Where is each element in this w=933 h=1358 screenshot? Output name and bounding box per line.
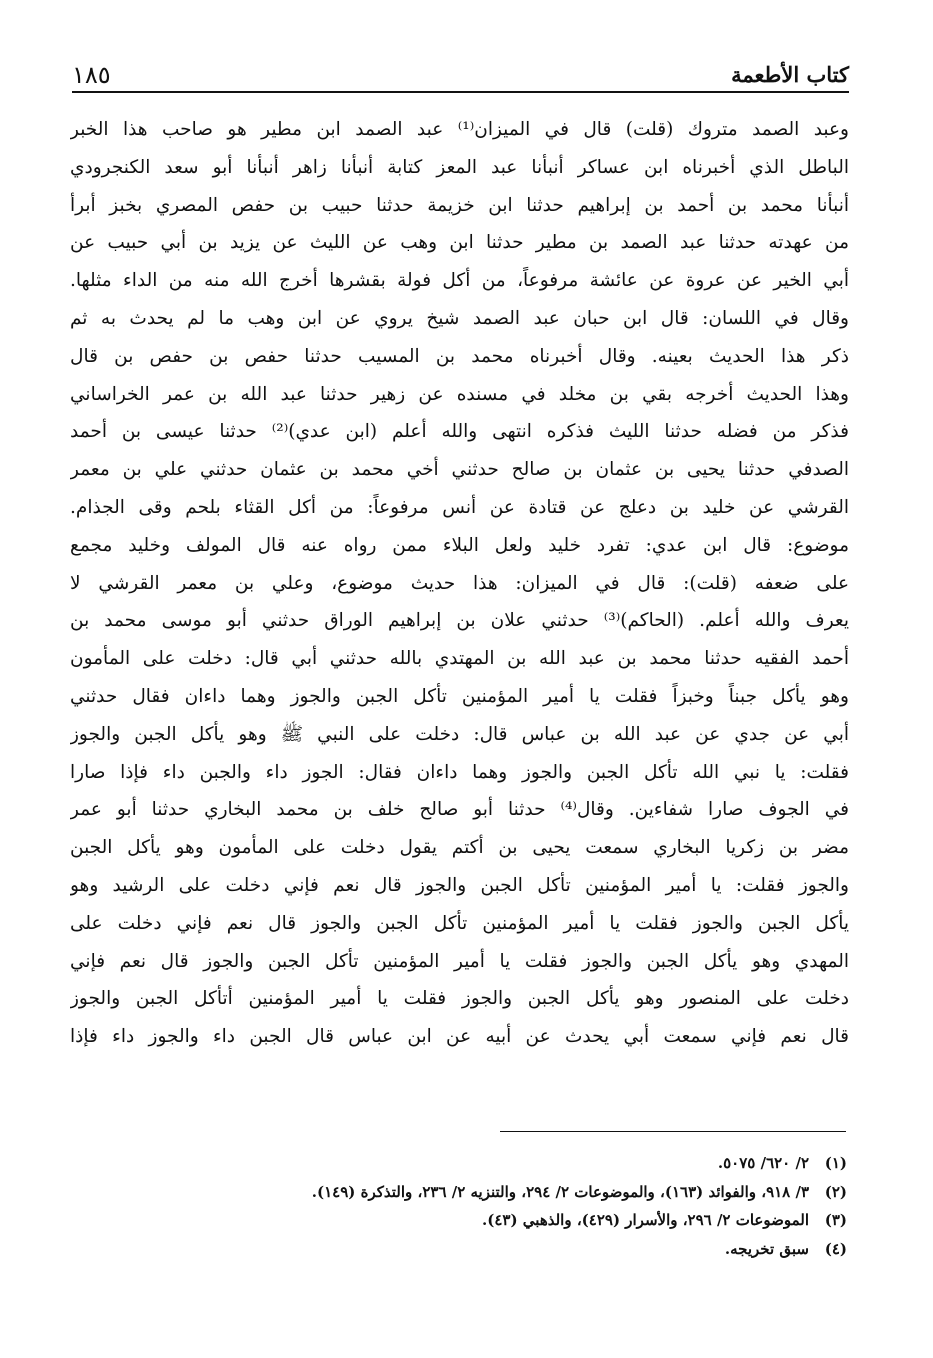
text-line: يعرف والله أعلم. (الحاكم)⁽³⁾ حدثني علان بن إبراهيم الوراق حدثني أبو موسى محمد بن bbox=[70, 610, 849, 632]
text-line: ذكر هذا الحديث بعينه. وقال أخبرناه محمد بن المسيب حدثنا حفص بن حفص بن قال bbox=[70, 345, 849, 367]
text-line: أحمد الفقيه حدثنا محمد بن عبد الله بن المهتدي بالله حدثني أبي قال: دخلت على المأمون bbox=[70, 648, 849, 670]
text-line: موضوع: قال ابن عدي: تفرد خليد ولعل البلاء ممن رواه عنه قال المولف وخليد مجمع bbox=[70, 534, 849, 556]
text-line: مضر بن زكريا البخاري سمعت يحيى بن أكتم يقول دخلت على المأمون وهو يأكل الجبن bbox=[70, 837, 849, 859]
text-line: والجوز فقلت: يا أمير المؤمنين تأكل الجبن والجوز قال نعم فإني دخلت على الرشيد وهو bbox=[70, 874, 849, 896]
text-line: أبي عن جدي عن عبد الله بن عباس قال: دخلت على النبي ﷺ وهو يأكل الجبن والجوز bbox=[70, 723, 849, 745]
text-line: وقال في اللسان: قال ابن حبان عبد الصمد شيخ يروي عن ابن وهب ما لم يحدث به ثم bbox=[70, 307, 849, 329]
page-number: ١٨٥ bbox=[72, 61, 111, 89]
footnote-number: (١) bbox=[824, 1154, 847, 1172]
footnote-number: (٣) bbox=[824, 1211, 847, 1229]
text-line: قال نعم فإني سمعت أبي يحدث عن أبيه عن ابن عباس قال الجبن داء والجوز داء فإذا bbox=[70, 1026, 849, 1048]
text-line: وعبد الصمد متروك (قلت) قال في الميزان⁽¹⁾ عبد الصمد ابن مطير هو صاحب هذا الخبر bbox=[70, 119, 849, 140]
footnote-text: سبق تخريجه. bbox=[724, 1239, 809, 1258]
footnote-text: ٢/ ٦٢٠/ ٥٠٧٥. bbox=[717, 1154, 809, 1172]
footnote-number: (٢) bbox=[824, 1182, 847, 1201]
footnote-text: ٣/ ٩١٨، والفوائد (١٦٣)، والموضوعات ٢/ ٢٩٤، والتنزيه ٢/ ٢٣٦، والتذكرة (١٤٩). bbox=[311, 1182, 809, 1201]
text-line: القرشي عن خليد بن دعلج عن قتادة عن أنس مرفوعاً: من أكل القثاء بلحم وقى الجذام. bbox=[70, 496, 849, 518]
text-line: دخلت على المنصور وهو يأكل الجبن والجوز فقلت يا أمير المؤمنين أتأكل الجبن والجوز bbox=[70, 988, 849, 1010]
text-line: فقلت: يا نبي الله تأكل الجبن والجوز وهما داءان فقال: الجوز داء والجبن داء فإذا صارا bbox=[70, 761, 849, 783]
footnote-text: الموضوعات ٢/ ٢٩٦، والأسرار (٤٢٩)، والذهبي (٤٣). bbox=[482, 1211, 809, 1229]
footnote-item bbox=[90, 1206, 847, 1235]
main-text bbox=[70, 111, 849, 1056]
footnote-item bbox=[90, 1235, 847, 1264]
footnotes bbox=[90, 1149, 847, 1263]
text-line: فذكر من فضله حدثنا الليث فذكره انتهى والله أعلم (ابن عدي)⁽²⁾ حدثنا عيسى بن أحمد bbox=[70, 421, 849, 443]
running-header bbox=[72, 56, 849, 90]
footnote-item bbox=[90, 1178, 847, 1207]
footnote-separator bbox=[500, 1131, 846, 1132]
text-line: المهدي وهو يأكل الجبن والجوز فقلت يا أمير المؤمنين تأكل الجبن والجوز قال نعم فإني bbox=[70, 950, 849, 972]
text-line: في الجوف صارا شفاءين. وقال⁽⁴⁾ حدثنا أبو صالح خلف بن محمد البخاري حدثنا أبو عمر bbox=[70, 799, 849, 821]
footnote-item bbox=[90, 1149, 847, 1178]
text-line: الباطل الذي أخبرناه ابن عساكر أنبأنا عبد المعز كتابة أنبأنا زاهر أنبأنا أبو سعد الكنجرودي bbox=[70, 156, 849, 178]
chapter-title: كتاب الأطعمة bbox=[731, 62, 849, 87]
footnote-number: (٤) bbox=[824, 1239, 847, 1258]
header-rule bbox=[72, 91, 849, 93]
text-line: وهو يأكل جبناً وخبزاً فقلت يا أمير المؤمنين تأكل الجبن والجوز وهما داءان فقال حدثني bbox=[70, 685, 849, 707]
text-line: وهذا الحديث أخرجه بقي بن مخلد في مسنده عن زهير حدثنا عبد الله بن عمر الخراساني bbox=[70, 383, 849, 405]
text-line: الصدفي حدثنا يحيى بن عثمان بن صالح حدثني أخي محمد بن عثمان حدثني علي بن معمر bbox=[70, 459, 849, 481]
text-line: يأكل الجبن والجوز فقلت يا أمير المؤمنين تأكل الجبن والجوز قال نعم فإني دخلت على bbox=[70, 912, 849, 934]
text-line: أنبأنا محمد بن أحمد بن إبراهيم حدثنا ابن خزيمة حدثنا حبيب بن حفص المصري بخبز أبرأ bbox=[70, 194, 849, 216]
text-line: من عهدته حدثنا عبد الصمد بن مطير حدثنا ابن وهب عن الليث عن يزيد بن أبي حبيب عن bbox=[70, 232, 849, 254]
text-line: أبي الخير عن عروة عن عائشة مرفوعاً، من أكل فولة بقشرها أخرج الله منه من الداء مثلها. bbox=[70, 270, 849, 292]
text-line: على ضعفه (قلت): قال في الميزان: هذا حديث موضوع، وعلي بن معمر القرشي لا bbox=[70, 572, 849, 594]
